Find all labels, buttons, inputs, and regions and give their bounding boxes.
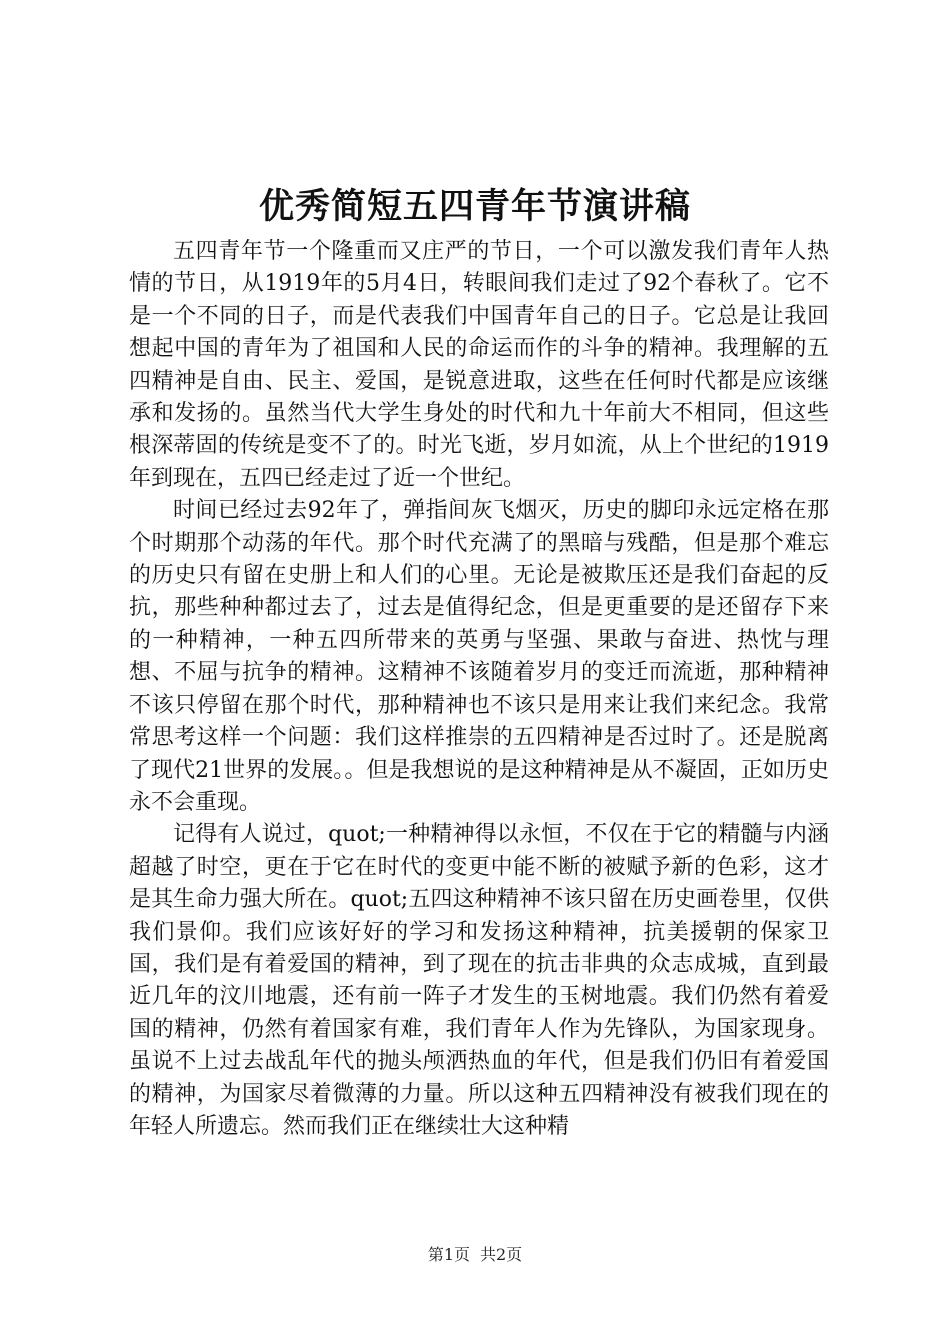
page-number: 第1页 xyxy=(427,1245,470,1264)
page-footer xyxy=(0,1244,950,1266)
document-title: 优秀简短五四青年节演讲稿 xyxy=(258,186,691,227)
paragraph-1: 五四青年节一个隆重而又庄严的节日，一个可以激发我们青年人热情的节日，从1919年的5月4日，转眼间我们走过了92个春秋了。它不是一个不同的日子，而是代表我们中国青年自己的日子。它总是让我回想起中国的青年为了祖国和人民的命运而作的斗争的精神。我理解的五四精神是自由、民主、爱国，是锐意进取，这些在任何时代都是应该继承和发扬的。虽然当代大学生身处的时代和九十年前大不相同，但这些根深蒂固的传统是变不了的。时光飞逝，岁月如流，从上个世纪的1919年到现在，五四已经走过了近一个世纪。 xyxy=(129,239,829,491)
paragraph-3: 记得有人说过，quot;一种精神得以永恒，不仅在于它的精髓与内涵超越了时空，更在于它在时代的变更中能不断的被赋予新的色彩，这才是其生命力强大所在。quot;五四这种精神不该只留在历史画卷里，仅供我们景仰。我们应该好好的学习和发扬这种精神，抗美援朝的保家卫国，我们是有着爱国的精神，到了现在的抗击非典的众志成城，直到最近几年的汶川地震，还有前一阵子才发生的玉树地震。我们仍然有着爱国的精神，仍然有着国家有难，我们青年人作为先锋队，为国家现身。虽说不上过去战乱年代的抛头颅洒热血的年代，但是我们仍旧有着爱国的精神，为国家尽着微薄的力量。所以这种五四精神没有被我们现在的年轻人所遗忘。然而我们正在继续壮大这种精 xyxy=(129,822,829,1139)
page-total: 共2页 xyxy=(480,1245,523,1264)
paragraph-2: 时间已经过去92年了，弹指间灰飞烟灭，历史的脚印永远定格在那个时期那个动荡的年代。那个时代充满了的黑暗与残酷，但是那个难忘的历史只有留在史册上和人们的心里。无论是被欺压还是我们奋起的反抗，那些种种都过去了，过去是值得纪念，但是更重要的是还留存下来的一种精神，一种五四所带来的英勇与坚强、果敢与奋进、热忱与理想、不屈与抗争的精神。这精神不该随着岁月的变迁而流逝，那种精神不该只停留在那个时代，那种精神也不该只是用来让我们来纪念。我常常思考这样一个问题：我们这样推崇的五四精神是否过时了。还是脱离了现代21世界的发展。。但是我想说的是这种精神是从不凝固，正如历史永不会重现。 xyxy=(129,498,829,815)
document-body xyxy=(129,236,829,1143)
